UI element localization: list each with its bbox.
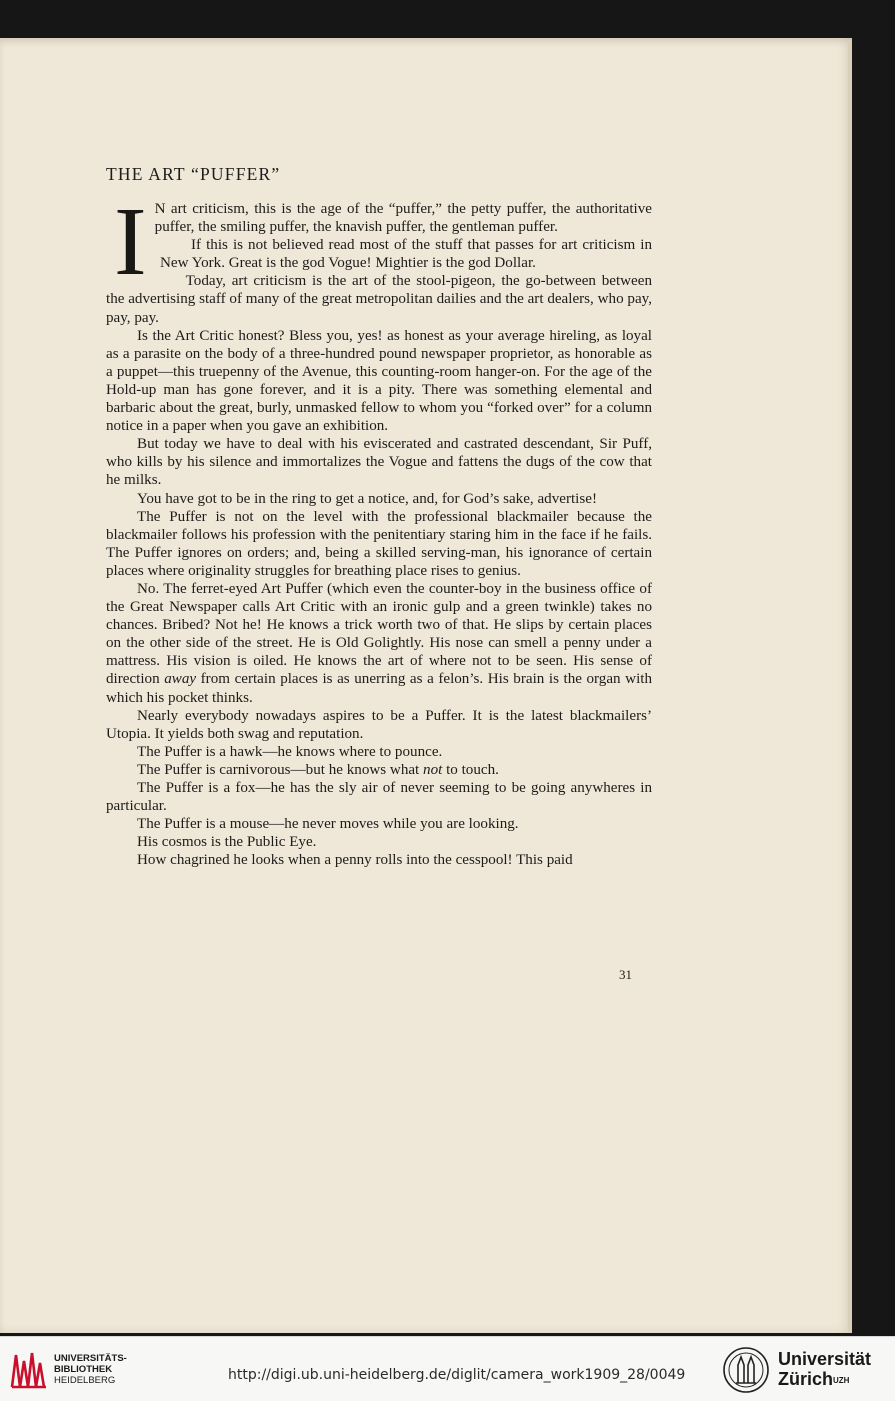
text-span: to touch. bbox=[442, 761, 499, 778]
paragraph-hawk: The Puffer is a hawk—he knows where to pounce. bbox=[137, 743, 443, 760]
university-city: Zürich bbox=[778, 1369, 834, 1389]
paragraph-opening: N art criticism, this is the age of the “puffer,” the petty puffer, the authoritative puffer, the smiling puffer, the knavish puffer, the gentleman puffer. bbox=[154, 201, 652, 236]
paragraph-vogue: If this is not believed read most of the stuff that passes for art criticism in New York. Great is the god Vogue! Mightier is the god Dollar. bbox=[160, 237, 652, 272]
paragraph-mouse: The Puffer is a mouse—he never moves while you are looking. bbox=[137, 816, 519, 833]
library-line: HEIDELBERG bbox=[54, 1375, 116, 1386]
italic-away: away bbox=[164, 671, 197, 688]
paragraph-carnivorous bbox=[106, 761, 652, 779]
library-logo-icon[interactable] bbox=[8, 1347, 50, 1393]
italic-not: not bbox=[423, 761, 443, 778]
paragraph-ferret-eyed bbox=[106, 580, 652, 707]
paragraph-nearly: Nearly everybody nowadays aspires to be a Puffer. It is the latest blackmailers’ Utopia. It yields both swag and reputation. bbox=[106, 707, 652, 742]
article-body bbox=[106, 188, 653, 869]
uzh-superscript: UZH bbox=[833, 1376, 850, 1385]
university-seal-icon[interactable] bbox=[722, 1345, 770, 1395]
paragraph-last: How chagrined he looks when a penny rolls into the cesspool! This paid bbox=[137, 852, 573, 869]
paragraph-cosmos: His cosmos is the Public Eye. bbox=[137, 834, 317, 851]
paragraph-honest: Is the Art Critic honest? Bless you, yes! as honest as your average hireling, as loyal as a parasite on the body of a three-hundred pound newspaper proprietor, as honorable as a puppet—this truepenny of the Avenue, this counting-room hanger-on. For the age of the Hold-up man has gone forever, and it is a pity. There was something elemental and barbaric about the great, burly, unmasked fellow to whom you “forked over” for a column notice in a paper when you gave an exhibition. bbox=[106, 327, 652, 435]
paragraph-fox: The Puffer is a fox—he has the sly air of never seeming to be going anywheres in particular. bbox=[106, 780, 652, 815]
drop-cap: I bbox=[114, 188, 147, 296]
text-span: The Puffer is carnivorous—but he knows what bbox=[137, 761, 424, 778]
footer-bar bbox=[0, 1336, 895, 1401]
university-line: Universität bbox=[778, 1349, 872, 1369]
text-span: from certain places is as unerring as a felon’s. His brain is the organ with which his pocket thinks. bbox=[106, 671, 653, 706]
page-edge bbox=[848, 40, 852, 1332]
university-name bbox=[778, 1349, 871, 1389]
library-name bbox=[54, 1353, 127, 1386]
paragraph-sir-puff: But today we have to deal with his eviscerated and castrated descendant, Sir Puff, who kills by his silence and immortalizes the Vogue and fattens the dugs of the cow that he milks. bbox=[106, 436, 652, 489]
library-line: UNIVERSITÄTS- bbox=[54, 1353, 127, 1364]
paragraph-today: Today, art criticism is the art of the stool-pigeon, the go-between between the advertising staff of many of the great metropolitan dailies and the art dealers, who pay, pay, pay. bbox=[106, 273, 652, 326]
article-title: THE ART “PUFFER” bbox=[106, 164, 281, 184]
page-number: 31 bbox=[619, 967, 632, 982]
library-line: BIBLIOTHEK bbox=[54, 1364, 113, 1375]
university-line-2 bbox=[778, 1369, 871, 1389]
source-url-link[interactable]: http://digi.ub.uni-heidelberg.de/diglit/camera_work1909_28/0049 bbox=[228, 1367, 686, 1383]
text-span: No. The ferret-eyed Art Puffer (which even the counter-boy in the business office of the Great Newspaper calls Art Critic with an ironic gulp and a green twinkle) takes no chances. Bribed? Not he! He knows a trick worth two of that. He slips by certain places on the other side of the street. He is Old Golightly. His nose can smell a penny under a mattress. His vision is oiled. He knows the art of where not to be seen. His sense of direction bbox=[106, 580, 652, 688]
paragraph-advertise: You have got to be in the ring to get a notice, and, for God’s sake, advertise! bbox=[137, 490, 597, 507]
paragraph-blackmailer: The Puffer is not on the level with the professional blackmailer because the blackmailer follows his profession with the penitentiary staring him in the face if he fails. The Puffer ignores on orders; and, being a skilled serving-man, his ignorance of certain places where originality struggles for breathing place rises to genius. bbox=[106, 508, 652, 579]
